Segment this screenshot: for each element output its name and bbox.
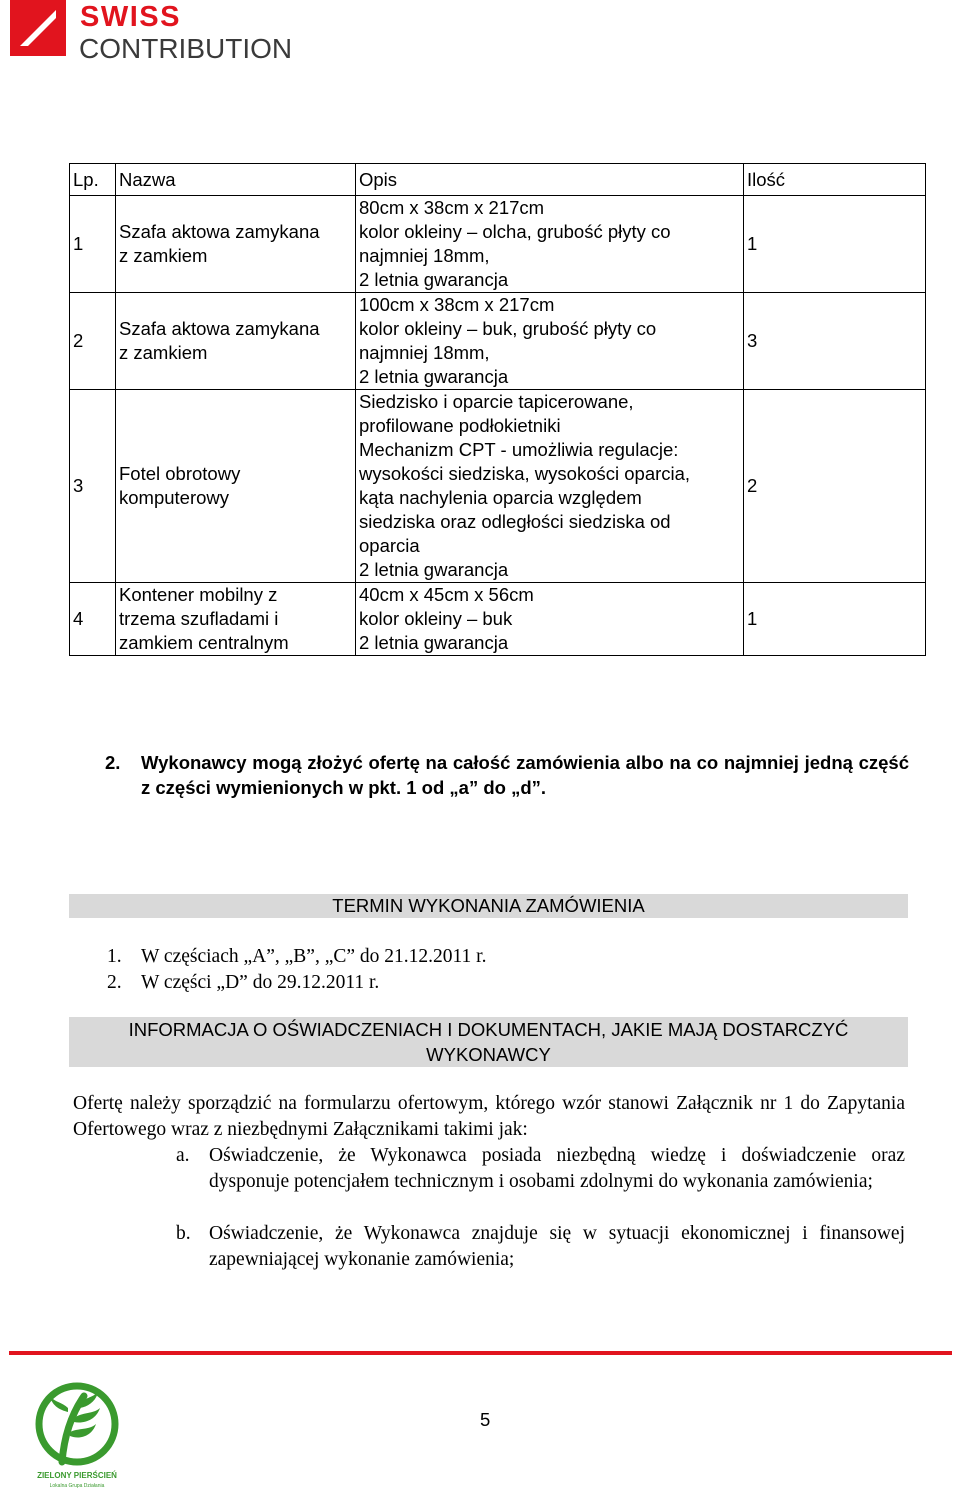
opis-line: kolor okleiny – buk bbox=[359, 608, 513, 629]
opis-line: 2 letnia gwarancja bbox=[359, 632, 509, 653]
swiss-flag-icon bbox=[10, 0, 66, 56]
opis-line: profilowane podłokietniki bbox=[359, 415, 561, 436]
nazwa-line: Szafa aktowa zamykana bbox=[119, 318, 320, 339]
informacja-paragraph: Ofertę należy sporządzić na formularzu ofertowym, którego wzór stanowi Załącznik nr 1 do Zapytania Ofertowego wraz z niezbędnymi Załącznikami takimi jak: bbox=[73, 1093, 905, 1140]
header-ilosc: Ilość bbox=[744, 164, 926, 196]
list-item-text: Oświadczenie, że Wykonawca posiada niezbędną wiedzę i doświadczenie oraz dysponuje potencjałem technicznym i osobami zdolnymi do wykonania zamówienia; bbox=[209, 1145, 905, 1192]
page-number: 5 bbox=[480, 1409, 491, 1430]
logo-swiss-text: SWISS bbox=[80, 1, 181, 33]
opis-line: najmniej 18mm, bbox=[359, 342, 490, 363]
section-2 bbox=[105, 750, 909, 800]
logo-lettering: ZIELONY PIERŚCIEŃ bbox=[37, 1471, 117, 1480]
row-lp: 4 bbox=[70, 583, 116, 656]
opis-line: Siedzisko i oparcie tapicerowane, bbox=[359, 391, 634, 412]
logo-lettering: Lokalna Grupa Działania bbox=[49, 1483, 105, 1489]
nazwa-line: trzema szufladami i bbox=[119, 608, 279, 629]
row-ilosc: 2 bbox=[744, 390, 926, 583]
opis-line: 100cm x 38cm x 217cm bbox=[359, 294, 555, 315]
nazwa-line: Szafa aktowa zamykana bbox=[119, 221, 320, 242]
row-nazwa bbox=[116, 293, 356, 390]
informacja-heading-line2: WYKONAWCY bbox=[426, 1044, 551, 1065]
termin-list bbox=[107, 944, 486, 996]
table-row bbox=[70, 293, 926, 390]
opis-line: wysokości siedziska, wysokości oparcia, bbox=[359, 463, 691, 484]
section-2-number: 2. bbox=[105, 752, 121, 773]
row-opis bbox=[356, 583, 744, 656]
header-lp: Lp. bbox=[70, 164, 116, 196]
list-item bbox=[107, 970, 486, 996]
header-nazwa: Nazwa bbox=[116, 164, 356, 196]
row-ilosc: 3 bbox=[744, 293, 926, 390]
nazwa-line: Kontener mobilny z bbox=[119, 584, 278, 605]
logo-contribution-text: CONTRIBUTION bbox=[79, 33, 293, 64]
nazwa-line: Fotel obrotowy bbox=[119, 463, 241, 484]
nazwa-line: z zamkiem bbox=[119, 342, 208, 363]
row-nazwa bbox=[116, 196, 356, 293]
opis-line: 2 letnia gwarancja bbox=[359, 366, 509, 387]
opis-line: najmniej 18mm, bbox=[359, 245, 490, 266]
zielony-pierscien-logo-icon bbox=[22, 1378, 132, 1490]
row-lp: 2 bbox=[70, 293, 116, 390]
section-2-text: Wykonawcy mogą złożyć ofertę na całość zamówienia albo na co najmniej jedną część z części wymienionych w pkt. 1 od „a” do „d”. bbox=[141, 752, 909, 798]
list-item-letter: a. bbox=[176, 1145, 190, 1166]
items-table bbox=[69, 163, 926, 656]
list-item-letter: b. bbox=[176, 1223, 191, 1244]
row-lp: 1 bbox=[70, 196, 116, 293]
nazwa-line: z zamkiem bbox=[119, 245, 208, 266]
row-opis bbox=[356, 390, 744, 583]
row-lp: 3 bbox=[70, 390, 116, 583]
informacja-heading bbox=[69, 1017, 908, 1067]
opis-line: 2 letnia gwarancja bbox=[359, 269, 509, 290]
row-nazwa bbox=[116, 583, 356, 656]
row-opis bbox=[356, 196, 744, 293]
list-item bbox=[176, 1221, 905, 1273]
list-item bbox=[176, 1143, 905, 1195]
header-opis: Opis bbox=[356, 164, 744, 196]
opis-line: 80cm x 38cm x 217cm bbox=[359, 197, 545, 218]
footer-divider bbox=[9, 1351, 952, 1355]
nazwa-line: zamkiem centralnym bbox=[119, 632, 289, 653]
informacja-heading-line1: INFORMACJA O OŚWIADCZENIACH I DOKUMENTACH, JAKIE MAJĄ DOSTARCZYĆ bbox=[128, 1019, 849, 1040]
row-ilosc: 1 bbox=[744, 583, 926, 656]
nazwa-line: komputerowy bbox=[119, 487, 230, 508]
row-nazwa bbox=[116, 390, 356, 583]
row-opis bbox=[356, 293, 744, 390]
opis-line: kąta nachylenia oparcia względem bbox=[359, 487, 642, 508]
list-item-number: 1. bbox=[107, 946, 122, 967]
opis-line: siedziska oraz odległości siedziska od bbox=[359, 511, 671, 532]
list-item bbox=[107, 944, 486, 970]
list-item-text: Oświadczenie, że Wykonawca znajduje się w sytuacji ekonomicznej i finansowej zapewniającej wykonanie zamówienia; bbox=[209, 1223, 905, 1270]
opis-line: 2 letnia gwarancja bbox=[359, 559, 509, 580]
list-item-text: W częściach „A”, „B”, „C” do 21.12.2011 r. bbox=[141, 946, 487, 967]
table-row bbox=[70, 390, 926, 583]
table-row bbox=[70, 196, 926, 293]
opis-line: 40cm x 45cm x 56cm bbox=[359, 584, 534, 605]
opis-line: oparcia bbox=[359, 535, 420, 556]
list-item-number: 2. bbox=[107, 972, 122, 993]
opis-line: kolor okleiny – buk, grubość płyty co bbox=[359, 318, 657, 339]
row-ilosc: 1 bbox=[744, 196, 926, 293]
list-item-text: W części „D” do 29.12.2011 r. bbox=[141, 972, 380, 993]
table-row bbox=[70, 583, 926, 656]
termin-heading: TERMIN WYKONANIA ZAMÓWIENIA bbox=[69, 894, 908, 918]
opis-line: kolor okleiny – olcha, grubość płyty co bbox=[359, 221, 671, 242]
table-header-row bbox=[70, 164, 926, 196]
opis-line: Mechanizm CPT - umożliwia regulacje: bbox=[359, 439, 679, 460]
